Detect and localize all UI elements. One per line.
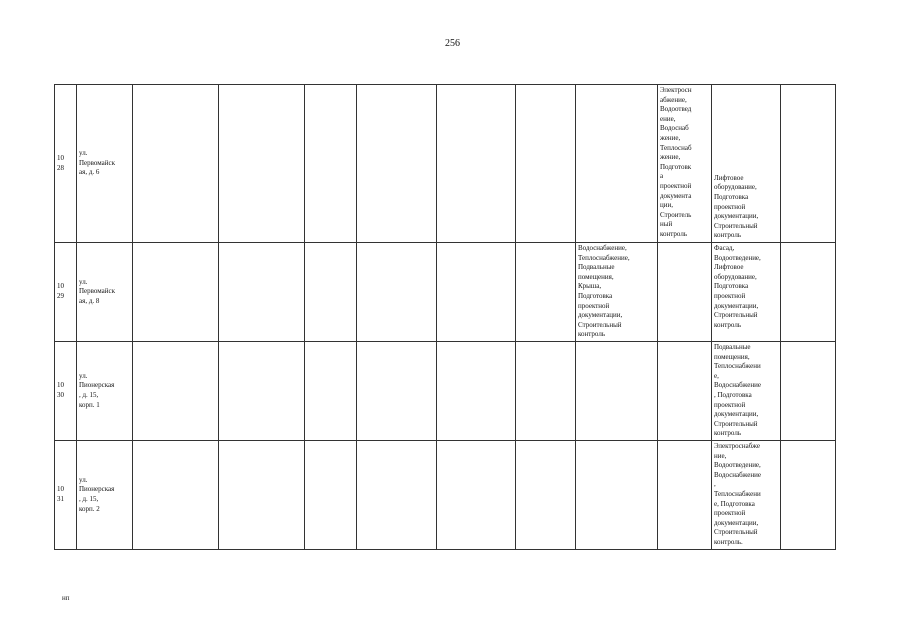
empty-cell (133, 85, 219, 243)
works-cell-i (576, 342, 658, 441)
address-cell: ул. Первомайск ая, д. 6 (77, 85, 133, 243)
empty-cell (437, 441, 516, 550)
table-row (55, 342, 836, 441)
empty-cell (516, 441, 576, 550)
empty-cell (781, 342, 836, 441)
works-cell-j: Электросн абжение, Водоотвед ение, Водоснаб жение, Теплоснаб жение, Подготовк а проектной документа ции, Строитель ный контроль (658, 85, 712, 243)
empty-cell (219, 243, 305, 342)
empty-cell (516, 85, 576, 243)
empty-cell (219, 441, 305, 550)
table-row (55, 441, 836, 550)
works-cell-k: Подвальные помещения, Теплоснабжени е, Водоснабжение , Подготовка проектной документации, Строительный контроль (712, 342, 781, 441)
works-cell-k: Электроснабже ние, Водоотведение, Водоснабжение , Теплоснабжени е, Подготовка проектной документации, Строительный контроль. (712, 441, 781, 550)
address-cell: ул. Пионерская , д. 15, корп. 1 (77, 342, 133, 441)
empty-cell (305, 342, 357, 441)
works-cell-j (658, 243, 712, 342)
row-number-cell: 10 30 (55, 342, 77, 441)
empty-cell (437, 243, 516, 342)
empty-cell (357, 243, 437, 342)
repair-schedule-table (54, 84, 836, 550)
empty-cell (516, 342, 576, 441)
empty-cell (133, 441, 219, 550)
empty-cell (437, 85, 516, 243)
works-cell-i: Водоснабжение, Теплоснабжение, Подвальные помещения, Крыша, Подготовка проектной документации, Строительный контроль (576, 243, 658, 342)
empty-cell (305, 85, 357, 243)
address-cell: ул. Первомайск ая, д. 8 (77, 243, 133, 342)
row-number-cell: 10 31 (55, 441, 77, 550)
empty-cell (437, 342, 516, 441)
empty-cell (133, 243, 219, 342)
works-cell-i (576, 441, 658, 550)
works-cell-j (658, 441, 712, 550)
works-cell-i (576, 85, 658, 243)
empty-cell (781, 85, 836, 243)
works-cell-k: Фасад, Водоотведение, Лифтовое оборудование, Подготовка проектной документации, Строительный контроль (712, 243, 781, 342)
empty-cell (219, 85, 305, 243)
empty-cell (133, 342, 219, 441)
empty-cell (781, 243, 836, 342)
empty-cell (781, 441, 836, 550)
empty-cell (357, 441, 437, 550)
empty-cell (219, 342, 305, 441)
address-cell: ул. Пионерская , д. 15, корп. 2 (77, 441, 133, 550)
table-row (55, 85, 836, 243)
row-number-cell: 10 29 (55, 243, 77, 342)
works-cell-k: Лифтовое оборудование, Подготовка проектной документации, Строительный контроль (712, 85, 781, 243)
works-cell-j (658, 342, 712, 441)
empty-cell (305, 243, 357, 342)
empty-cell (357, 85, 437, 243)
empty-cell (516, 243, 576, 342)
row-number-cell: 10 28 (55, 85, 77, 243)
empty-cell (357, 342, 437, 441)
empty-cell (305, 441, 357, 550)
page-number: 256 (445, 38, 460, 49)
footer-mark: нп (62, 594, 70, 602)
table-row (55, 243, 836, 342)
